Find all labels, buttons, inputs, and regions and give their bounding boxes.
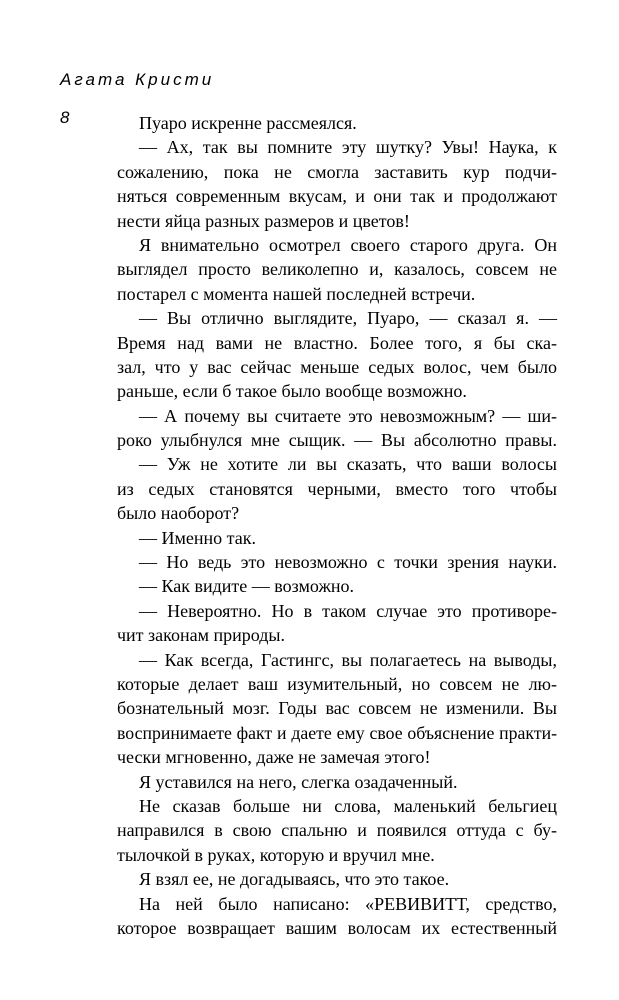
text-line: Я уставился на него, слегка озадаченный. [139,771,458,792]
text-line: роко улыбнулся мне сыщик. — Вы абсолютно правы. [117,430,557,451]
text-line: — Ах, так вы помните эту шутку? Увы! Наука, к [139,137,557,158]
text-line: сожалению, пока не смогла заставить кур подчи- [117,161,557,182]
page-number: 8 [60,108,70,127]
text-line: постарел с момента нашей последней встречи. [117,283,476,304]
text-line: — Как видите — возможно. [139,576,355,597]
text-line: — Вы отлично выглядите, Пуаро, — сказал я. — [139,308,557,329]
text-line: няться современным вкусам, и они так и продолжают [117,186,557,207]
text-line: чески мгновенно, даже не замечая этого! [117,747,431,768]
text-line: было наоборот? [117,503,240,524]
text-line: нести яйца разных размеров и цветов! [117,210,410,231]
text-line: Время над вами не властно. Более того, я бы ска- [117,332,557,353]
text-line: выглядел просто великолепно и, казалось, совсем не [117,259,557,280]
text-line: бознательный мозг. Годы вас совсем не изменили. Вы [117,698,557,719]
text-line: раньше, если б такое было вообще возможно. [117,381,467,402]
text-line: — А почему вы считаете это невозможным? — ши- [139,405,557,426]
text-line: Пуаро искренне рассмеялся. [139,113,357,133]
text-line: Я взял ее, не догадываясь, что это такое. [139,869,450,890]
text-line: направился в свою спальню и появился оттуда с бу- [117,820,557,841]
text-line: — Именно так. [139,527,256,548]
text-line: тылочкой в руках, которую и вручил мне. [117,844,435,865]
text-line: воспринимаете факт и даете ему свое объяснение практи- [117,722,557,743]
text-line: зал, что у вас сейчас меньше седых волос, чем было [117,356,557,377]
text-line: — Как всегда, Гастингс, вы полагаетесь на выводы, [139,649,557,670]
text-line: — Уж не хотите ли вы сказать, что ваши волосы [139,454,557,475]
body-text [117,111,557,940]
text-line: Не сказав больше ни слова, маленький бельгиец [139,795,557,816]
text-line: — Но ведь это невозможно с точки зрения науки. [139,552,557,573]
text-line: которое возвращает вашим волосам их естественный [117,917,557,938]
text-line: Я внимательно осмотрел своего старого друга. Он [139,234,557,255]
text-line: — Невероятно. Но в таком случае это противоре- [139,600,557,621]
text-line: На ней было написано: «РЕВИВИТТ, средство, [139,893,557,914]
text-line: которые делает ваш изумительный, но совсем не лю- [117,673,557,694]
running-head: Агата Кристи [60,70,215,89]
text-line: из седых становятся черными, вместо того чтобы [117,478,557,499]
text-line: чит законам природы. [117,625,285,646]
